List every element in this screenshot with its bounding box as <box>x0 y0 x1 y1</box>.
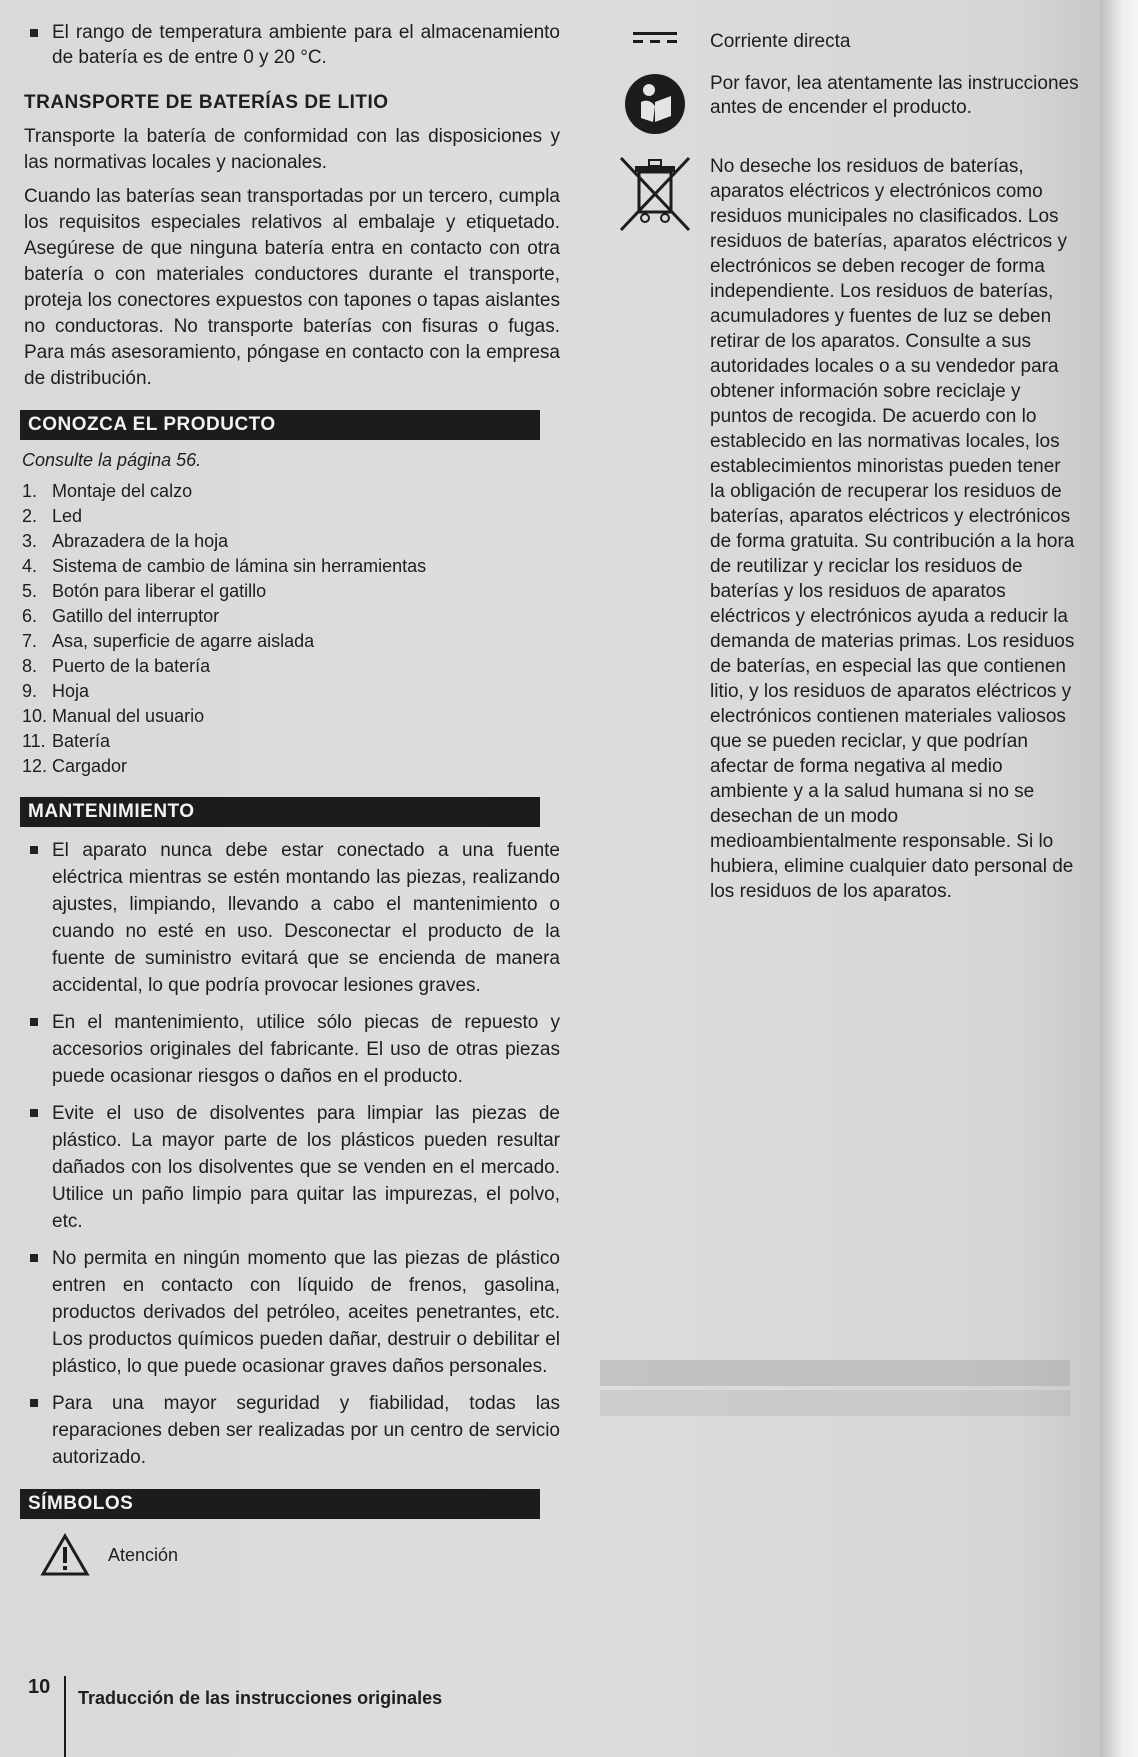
item-label: Abrazadera de la hoja <box>52 531 229 551</box>
item-number: 3. <box>22 531 38 551</box>
page-footer <box>28 1676 442 1757</box>
parts-list-item <box>22 504 560 529</box>
read-manual-label: Por favor, lea atentamente las instrucciones antes de encender el producto. <box>710 73 1079 118</box>
weee-text: No deseche los residuos de baterías, aparatos eléctricos y electrónicos como residuos municipales no clasificados. Los residuos de baterías, aparatos eléctricos y electrónicos se deben recoger de forma independiente. Los residuos de baterías, acumuladores y fuentes de luz se deben retirar de los aparatos. Consulte a sus autoridades locales o a su vendedor para obtener información sobre reciclaje y puntos de recogida. De acuerdo con lo establecido en las normativas locales, los establecimientos minoristas pueden tener la obligación de recuperar los residuos de baterías, aparatos eléctricos y electrónicos de forma gratuita. Su contribución a la hora de reutilizar y reciclar los residuos de baterías y los residuos de aparatos eléctricos y electrónicos ayuda a reducir la demanda de materias primas. Los residuos de baterías, en especial las que contienen litio, y los residuos de aparatos eléctricos y electrónicos contienen materiales valiosos que se pueden reciclar, y que podrían afectar de forma negativa al medio ambiente y a la salud humana si no se desechan de un modo medioambientalmente responsable. Si lo hubiera, elimine cualquier dato personal de los residuos de los aparatos. <box>710 156 1075 902</box>
symbols-heading: SÍMBOLOS <box>20 1489 540 1519</box>
parts-list-item <box>22 604 560 629</box>
footer-title: Traducción de las instrucciones originales <box>78 1688 443 1708</box>
maintenance-bullet <box>20 1100 560 1235</box>
item-number: 12. <box>22 756 48 776</box>
bullet-square-icon <box>30 1399 38 1407</box>
item-label: Led <box>52 506 83 526</box>
bullet-square-icon <box>30 1254 38 1262</box>
item-label: Sistema de cambio de lámina sin herramientas <box>52 556 427 576</box>
item-number: 10. <box>22 706 48 726</box>
bleed-through-bar <box>600 1360 1070 1386</box>
maintenance-text: Para una mayor seguridad y fiabilidad, todas las reparaciones deben ser realizadas por un centro de servicio autorizado. <box>52 1393 560 1468</box>
parts-list-item <box>22 629 560 654</box>
item-number: 9. <box>22 681 38 701</box>
page-reference: Consulte la página 56. <box>22 450 202 470</box>
item-label: Botón para liberar el gatillo <box>52 581 267 601</box>
maintenance-heading: MANTENIMIENTO <box>20 797 540 827</box>
item-label: Cargador <box>52 756 128 776</box>
maintenance-bullet <box>20 1245 560 1380</box>
page-edge <box>1100 0 1138 1757</box>
parts-list-item <box>22 654 560 679</box>
storage-bullet <box>20 20 560 70</box>
bullet-square-icon <box>30 846 38 854</box>
footer-divider <box>64 1676 66 1757</box>
item-number: 7. <box>22 631 38 651</box>
parts-list-item <box>22 579 560 604</box>
weee-symbol-row <box>600 154 1080 904</box>
attention-label: Atención <box>108 1544 179 1565</box>
parts-list-item <box>22 554 560 579</box>
item-number: 6. <box>22 606 38 626</box>
item-label: Gatillo del interruptor <box>52 606 220 626</box>
bullet-square-icon <box>30 29 38 37</box>
left-column <box>20 20 560 1577</box>
dc-label: Corriente directa <box>710 31 851 52</box>
product-heading: CONOZCA EL PRODUCTO <box>20 410 540 440</box>
crossed-out-bin-icon <box>615 154 695 234</box>
transport-paragraph: Cuando las baterías sean transportadas por un tercero, cumpla los requisitos especiales relativos al embalaje y etiquetado. Asegúrese de que ninguna batería entra en contacto con otra batería o con materiales conductores durante el transporte, proteja los conectores expuestos con tapones o tapas aislantes no conductoras. No transporte baterías con fisuras o fugas. Para más asesoramiento, póngase en contacto con la empresa de distribución. <box>24 186 560 389</box>
parts-list-item <box>22 679 560 704</box>
read-manual-symbol-row <box>600 72 1080 136</box>
parts-list <box>20 479 560 779</box>
maintenance-bullet <box>20 837 560 999</box>
item-label: Montaje del calzo <box>52 481 193 501</box>
storage-text: El rango de temperatura ambiente para el almacenamiento de batería es de entre 0 y 20 °C. <box>52 22 560 68</box>
maintenance-bullet <box>20 1009 560 1090</box>
bullet-square-icon <box>30 1109 38 1117</box>
warning-triangle-icon <box>40 1533 90 1577</box>
maintenance-text: En el mantenimiento, utilice sólo piecas de repuesto y accesorios originales del fabricante. El uso de otras piezas puede ocasionar riesgos o daños en el producto. <box>52 1012 560 1087</box>
parts-list-item <box>22 729 560 754</box>
item-number: 8. <box>22 656 38 676</box>
item-number: 11. <box>22 731 46 751</box>
parts-list-item <box>22 529 560 554</box>
item-label: Puerto de la batería <box>52 656 211 676</box>
item-number: 2. <box>22 506 38 526</box>
dc-symbol-row <box>600 30 1080 54</box>
maintenance-list <box>20 837 560 1471</box>
maintenance-text: El aparato nunca debe estar conectado a una fuente eléctrica mientras se estén montando las piezas, realizando ajustes, limpiando, llevando a cabo el mantenimiento o cuando no esté en uso. Desconectar el producto de la fuente de suministro evitará que se encienda de manera accidental, lo que podría provocar lesiones graves. <box>52 840 560 996</box>
attention-symbol-row <box>40 1533 560 1577</box>
right-column <box>600 30 1080 922</box>
item-number: 4. <box>22 556 38 576</box>
parts-list-item <box>22 754 560 779</box>
bullet-square-icon <box>30 1018 38 1026</box>
maintenance-text: Evite el uso de disolventes para limpiar las piezas de plástico. La mayor parte de los plásticos pueden resultar dañados con los disolventes que se venden en el mercado. Utilice un paño limpio para quitar las impurezas, el polvo, etc. <box>52 1103 560 1232</box>
item-label: Batería <box>52 731 111 751</box>
item-label: Hoja <box>52 681 90 701</box>
transport-heading: TRANSPORTE DE BATERÍAS DE LITIO <box>24 92 389 113</box>
bleed-through-bar <box>600 1390 1070 1416</box>
parts-list-item <box>22 704 560 729</box>
maintenance-text: No permita en ningún momento que las piezas de plástico entren en contacto con líquido de frenos, gasolina, productos derivados del petróleo, aceites penetrantes, etc. Los productos químicos pueden dañar, destruir o debilitar el plástico, lo que puede ocasionar graves daños personales. <box>52 1248 560 1377</box>
transport-paragraph: Transporte la batería de conformidad con las disposiciones y las normativas locales y nacionales. <box>24 126 560 173</box>
item-number: 5. <box>22 581 38 601</box>
parts-list-item <box>22 479 560 504</box>
maintenance-bullet <box>20 1390 560 1471</box>
item-label: Asa, superficie de agarre aislada <box>52 631 315 651</box>
page-number: 10 <box>28 1676 51 1698</box>
item-label: Manual del usuario <box>52 706 205 726</box>
read-manual-icon <box>623 72 687 136</box>
item-number: 1. <box>22 481 38 501</box>
direct-current-icon <box>631 30 679 46</box>
